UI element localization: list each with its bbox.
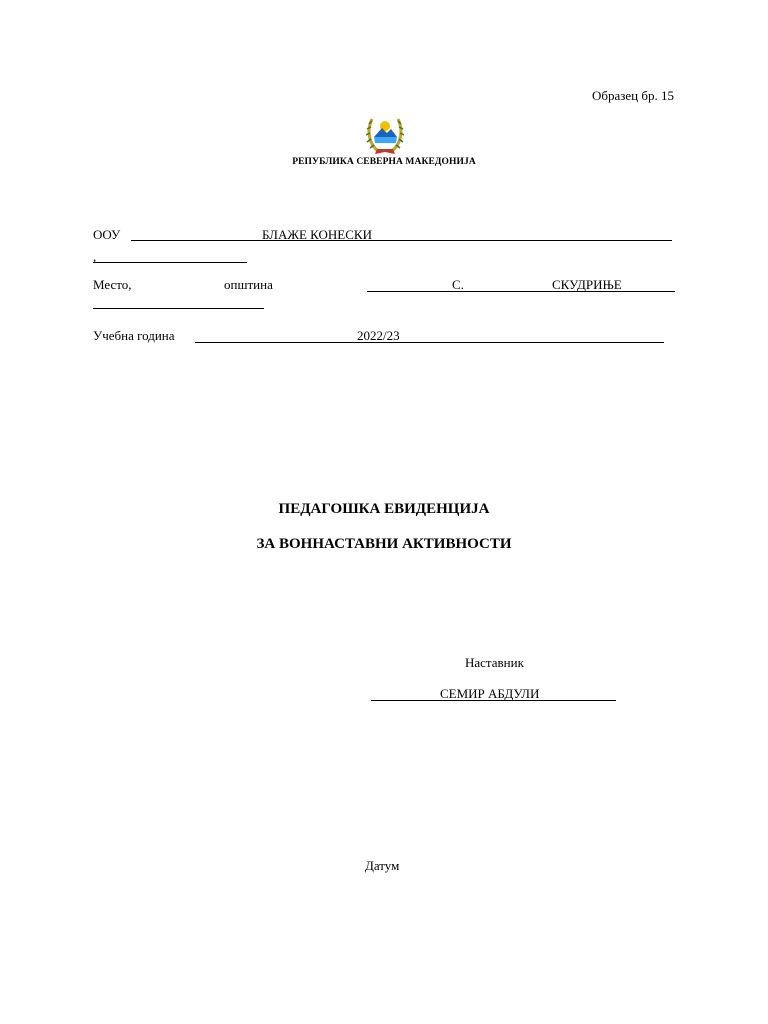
school-underline-continued[interactable] [93, 262, 247, 263]
municipality-label: општина [224, 277, 273, 292]
place-value: СКУДРИЊЕ [552, 277, 622, 292]
teacher-name: СЕМИР АБДУЛИ [440, 686, 540, 701]
school-year-underline[interactable] [195, 342, 664, 343]
document-title-line2: ЗА ВОННАСТАВНИ АКТИВНОСТИ [256, 536, 512, 552]
republic-name: РЕПУБЛИКА СЕВЕРНА МАКЕДОНИЈА [292, 157, 476, 167]
school-year-label: Учебна година [93, 328, 175, 343]
date-label: Датум [365, 858, 400, 873]
school-value: БЛАЖЕ КОНЕСКИ [262, 227, 372, 242]
school-underline[interactable] [131, 240, 672, 241]
place-prefix: С. [452, 277, 464, 292]
coat-of-arms-icon [366, 113, 404, 157]
school-trailing-comma: , [93, 249, 97, 264]
place-label: Место, [93, 277, 132, 292]
school-year-value: 2022/23 [357, 328, 400, 343]
teacher-label: Наставник [465, 655, 524, 670]
place-underline-continued[interactable] [93, 308, 264, 309]
form-number: Образец бр. 15 [592, 88, 674, 103]
school-label: ООУ [93, 227, 121, 242]
document-title-line1: ПЕДАГОШКА ЕВИДЕНЦИЈА [278, 501, 490, 517]
place-underline[interactable] [367, 291, 675, 292]
